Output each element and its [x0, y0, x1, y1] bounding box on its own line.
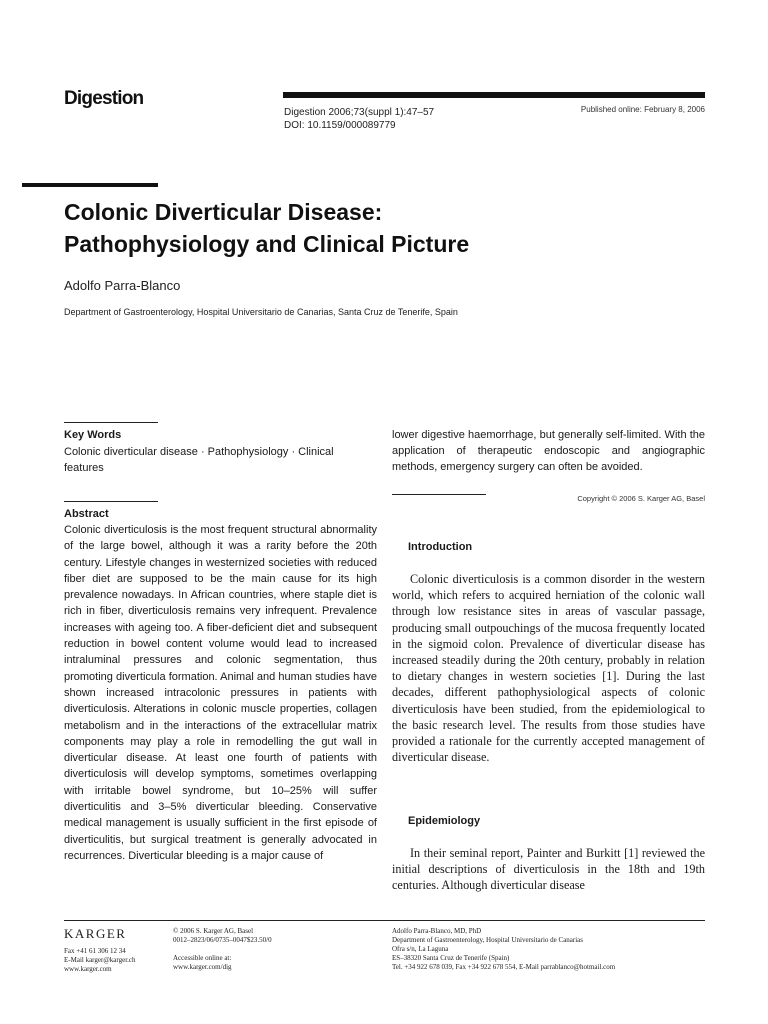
keywords-heading: Key Words	[64, 429, 122, 441]
publisher-email: E-Mail karger@karger.ch	[64, 956, 136, 964]
article-title	[64, 196, 704, 260]
published-date: Published online: February 8, 2006	[580, 105, 705, 114]
corr-street: Ofra s/n, La Laguna	[392, 945, 449, 953]
header-rule	[283, 92, 705, 98]
abstract-text: Colonic diverticulosis is the most frequent structural abnormality of the large bowel, although it was a rarity before the 20th century. Lifestyle changes in westernized societies with reduced fiber diet are supposed to be the main cause for its high prevalence nowadays. In African countries, where staple diet is rich in fiber, diverticulosis remains very infrequent. Prevalence increases with ageing too. A fiber-deficient diet and subsequent reduction in bowel content volume would lead to increased intraluminal pressures and colonic segmentation, thus promoting diverticula formation. Animal and human studies have shown increased intracolonic pressures in patients with diverticulosis. Alterations in colonic muscle properties, collagen metabolism and in the interactions of the extracellular matrix components may play a role in remodelling the gut wall in diverticular disease. At least one fourth of patients with diverticulosis will develop symptoms, sometimes overlapping with irritable bowel syndrome, but 10–25% will suffer diverticulitis and 3–5% diverticular bleeding. Conservative medical management is usually sufficient in the first episode of diverticulitis, but surgical treatment is generally advocated in recurrences. Diverticular bleeding is a major cause of	[64, 524, 377, 862]
publisher-web: www.karger.com	[64, 965, 112, 973]
citation-doi: DOI: 10.1159/000089779	[284, 120, 396, 131]
abstract-rule	[64, 501, 158, 502]
epidemiology-text: In their seminal report, Painter and Burkitt [1] reviewed the initial descriptions of diverticulosis in the 18th and 19th centuries. Although diverticular disease	[392, 846, 705, 893]
citation	[284, 106, 434, 132]
article-license	[173, 927, 383, 972]
corr-name: Adolfo Parra-Blanco, MD, PhD	[392, 927, 482, 935]
footer-access-url: www.karger.com/dig	[173, 963, 232, 971]
author: Adolfo Parra-Blanco	[64, 278, 181, 293]
correspondence	[392, 927, 705, 972]
title-line-2: Pathophysiology and Clinical Picture	[64, 231, 470, 257]
footer-issn: 0012–2823/06/0735–0047$23.50/0	[173, 936, 272, 944]
epidemiology-heading: Epidemiology	[408, 815, 481, 827]
journal-logo: Digestion	[64, 88, 144, 109]
abstract-heading: Abstract	[64, 508, 109, 520]
title-rule	[22, 183, 158, 187]
abstract-copyright: Copyright © 2006 S. Karger AG, Basel	[577, 494, 705, 503]
affiliation: Department of Gastroenterology, Hospital Universitario de Canarias, Santa Cruz de Tenerife, Spain	[64, 307, 458, 317]
corr-dept: Department of Gastroenterology, Hospital Universitario de Canarias	[392, 936, 584, 944]
introduction-text: Colonic diverticulosis is a common disorder in the western world, which refers to acquired herniation of the colonic wall through low resistance sites in areas of vascular passage, producing small outpouchings of the mucosa frequently located in the sigmoid colon. Prevalence of diverticular disease has increased steadily during the 20th century, probably in relation to dietary changes in western societies [1]. During the last decades, different pathophysiological aspects of colonic diverticulosis have been studied, from the epidemiological to the basic research level. The results from those studies have provided a rationale for the currently accepted management of diverticular disease.	[392, 572, 705, 765]
abstract-end-rule	[392, 494, 486, 495]
corr-city: ES–38320 Santa Cruz de Tenerife (Spain)	[392, 954, 510, 962]
publisher-logo: KARGER	[64, 926, 127, 941]
publisher-contact	[64, 947, 164, 974]
publisher-fax: Fax +41 61 306 12 34	[64, 947, 126, 955]
citation-volume: Digestion 2006;73(suppl 1):47–57	[284, 107, 435, 118]
abstract-continuation: lower digestive haemorrhage, but generally self-limited. With the application of therapeutic endoscopic and angiographic methods, emergency surgery can often be avoided.	[392, 429, 705, 473]
title-line-1: Colonic Diverticular Disease:	[64, 199, 383, 225]
introduction-heading: Introduction	[408, 541, 473, 553]
footer-rule	[64, 920, 705, 921]
footer-copyright: © 2006 S. Karger AG, Basel	[173, 927, 254, 935]
footer-accessible: Accessible online at:	[173, 954, 232, 962]
corr-contact: Tel. +34 922 678 039, Fax +34 922 678 554, E-Mail parrablanco@hotmail.com	[392, 963, 616, 971]
keywords-text: Colonic diverticular disease · Pathophysiology · Clinical features	[64, 446, 334, 474]
keywords-rule	[64, 422, 158, 423]
